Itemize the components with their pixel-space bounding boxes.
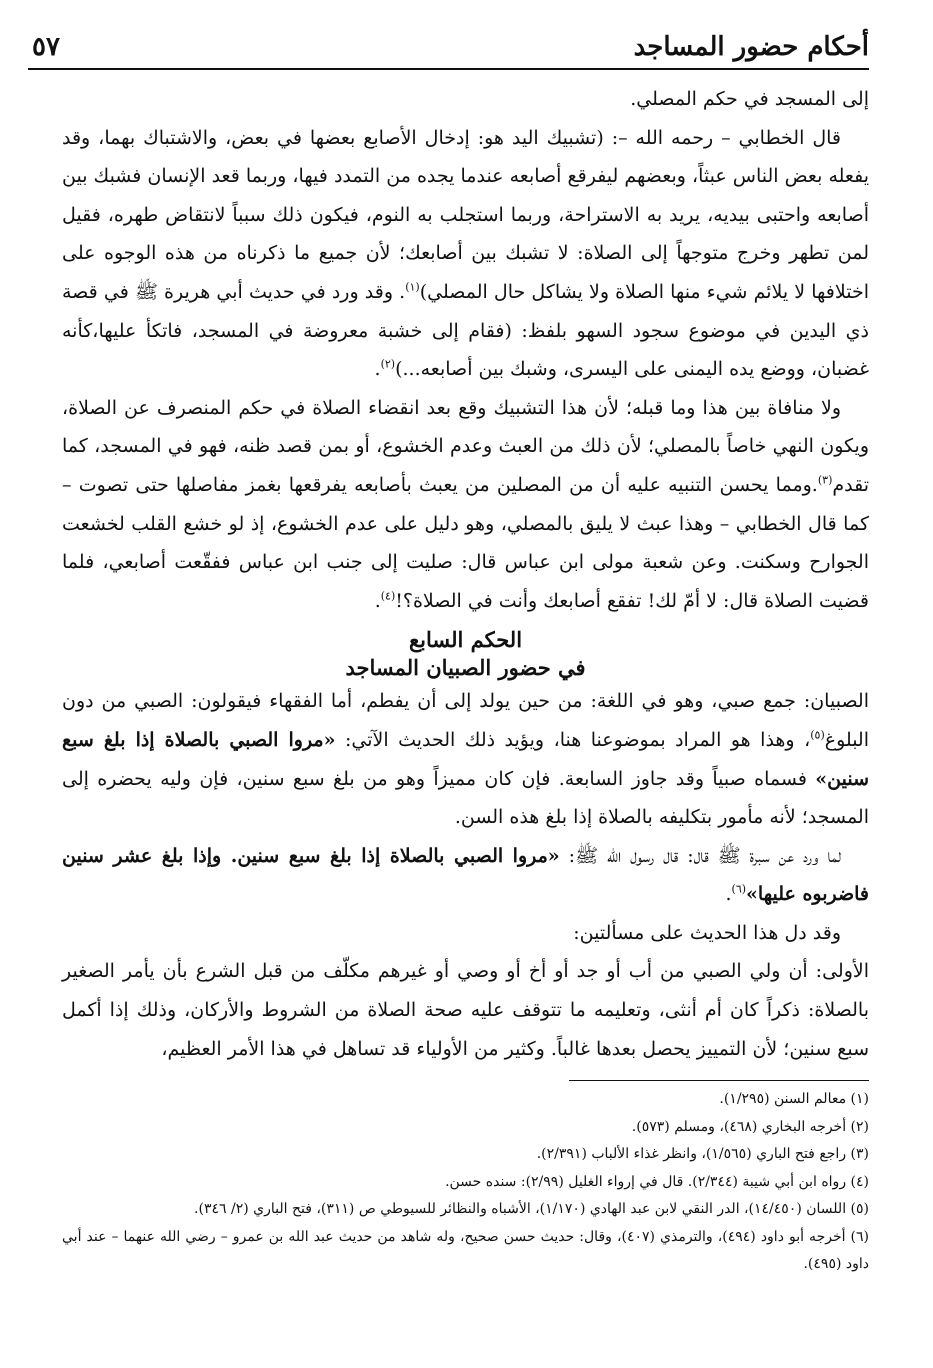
paragraph-text: إلى المسجد في حكم المصلي. [630, 88, 869, 110]
paragraph [62, 682, 869, 836]
header-rule [28, 68, 869, 70]
page-number: ٥٧ [32, 32, 60, 62]
paragraph [62, 389, 869, 621]
paragraph [62, 952, 869, 1068]
paragraph [62, 80, 869, 119]
section-subheading: في حضور الصبيان المساجد [345, 655, 586, 681]
paragraph-text: . [725, 883, 732, 906]
hadith-quote: «مروا الصبي بالصلاة إذا بلغ سبع سنين. وإذا بلغ عشر سنين فاضربوه عليها» [62, 844, 869, 906]
paragraph-text: الصبيان: جمع صبي، وهو في اللغة: من حين يولد إلى أن يفطم، أما الفقهاء فيقولون: الصبي من دون البلوغ [62, 690, 869, 751]
paragraph-text: .ومما يحسن التنبيه عليه أن من المصلين من يعبث بأصابعه يفرقعها بغمز مفاصلها حتى تصوت – كما قال الخطابي – وهذا عبث لا يليق بالمصلي، وهو دليل على عدم الخشوع، إذ لو خشع القلب لخشعت الجوارح وسكنت. وعن شعبة مولى ابن عباس قال: صليت إلى جنب ابن عباس ففقّعت أصابعي، فلما قضيت الصلاة قال: لا أمّ لك! تفقع أصابعك وأنت في الصلاة؟! [62, 473, 869, 612]
footnote-ref: (٢) [380, 357, 396, 371]
footnote: (٥) اللسان (١٤/٤٥٠)، الدر النقي لابن عبد الهادي (١/١٧٠)، الأشباه والنظائر للسيوطي ص (٣١١)، فتح الباري (٢/ ٣٤٦). [194, 1201, 869, 1217]
footnote-ref: (٦) [731, 882, 747, 896]
footnote: (٤) رواه ابن أبي شيبة (٢/٣٤٤). قال في إرواء الغليل (٢/٩٩): سنده حسن. [445, 1173, 869, 1190]
running-title: أحكام حضور المساجد [633, 32, 869, 62]
paragraph-text: قال الخطابي – رحمه الله –: (تشبيك اليد هو: إدخال الأصابع بعضها في بعض، والاشتباك بهما، وقد يفعله بعض الناس عبثاً، وبعضهم ليفرقع أصابعه عندما يجده من التمدد فيها، وربما قعد الإنسان فشبك بين أصابعه واحتبى بيديه، يريد به الاستراحة، وربما استجلب به النوم، فيكون ذلك سبباً لانتقاض طهره، فقيل لمن تطهر وخرج متوجهاً إلى الصلاة: لا تشبك بين أصابعك؛ لأن جميع ما ذكرناه من هذه الوجوه على اختلافها لا يلائم شيء منها الصلاة ولا يشاكل حال المصلي) [62, 126, 869, 303]
paragraph-text: . وقد ورد في حديث أبي هريرة ﷺ في قصة ذي اليدين في موضوع سجود السهو بلفظ: (فقام إلى خشبة معروضة في المسجد، فاتكأ عليها،كأنه غضبان، ووضع يده اليمنى على اليسرى، وشبك بين أصابعه...) [62, 280, 869, 381]
paragraph-text: وقد دل هذا الحديث على مسألتين: [573, 921, 841, 944]
footnote-ref: (١) [405, 280, 420, 294]
paragraph-text: الأولى: أن ولي الصبي من أب أو جد أو أخ أو وصي أو غيرهم مكلّف من قبل الشرع بأن يأمر الصغير بالصلاة: ذكراً كان أم أنثى، وتعليمه ما تتوقف عليه صحة الصلاة من الشروط والأركان، وذلك إذا أكمل سبع سنين؛ لأن التمييز يحصل بعدها غالباً. وكثير من الأولياء قد تساهل في هذا الأمر العظيم، [62, 960, 869, 1060]
page-header [28, 28, 869, 68]
paragraph-text: لما ورد عن سبرة ﷺ قال: قال رسول الله ﷺ: [559, 844, 841, 867]
footnote: (٦) أخرجه أبو داود (٤٩٤)، والترمذي (٤٠٧)، وقال: حديث حسن صحيح، وله شاهد من حديث عبد الله بن عمرو – رضي الله عنهما – عند أبي داود (٤٩٥). [62, 1228, 870, 1272]
footnote-ref: (٥) [810, 728, 825, 742]
footnotes [62, 1086, 869, 1279]
footnote-ref: (٤) [380, 589, 396, 603]
paragraph-text: . [374, 589, 381, 612]
footnote-separator [569, 1080, 869, 1081]
paragraph [62, 837, 869, 914]
paragraph-text: فسماه صبياً وقد جاوز السابعة. فإن كان مميزاً وهو من بلغ سبع سنين، فإن وليه يحضره إلى المسجد؛ لأنه مأمور بتكليفه بالصلاة إذا بلغ هذه السن. [62, 767, 869, 829]
paragraph-text: . [374, 358, 381, 381]
footnote-ref: (٣) [817, 473, 833, 487]
main-text [62, 80, 869, 1068]
footnote: (٢) أخرجه البخاري (٤٦٨)، ومسلم (٥٧٣). [631, 1118, 869, 1135]
hadith-quote: «مروا الصبي بالصلاة إذا بلغ سبع سنين» [62, 728, 869, 790]
paragraph [62, 914, 869, 953]
section-heading: الحكم السابع [408, 627, 523, 653]
footnote: (٣) راجع فتح الباري (١/٥٦٥)، وانظر غذاء الألباب (٢/٣٩١). [536, 1146, 869, 1162]
paragraph-text: ، وهذا هو المراد بموضوعنا هنا، ويؤيد ذلك الحديث الآتي: [335, 728, 811, 751]
paragraph-text: ولا منافاة بين هذا وما قبله؛ لأن هذا التشبيك وقع بعد انقضاء الصلاة في حكم المنصرف عن الصلاة، ويكون النهي خاصاً بالمصلي؛ لأن ذلك من العبث وعدم الخشوع، أو بمن قصد ظنه، فهو في المسجد، كما تقدم [62, 396, 869, 496]
paragraph [62, 119, 869, 389]
footnote: (١) معالم السنن (١/٢٩٥). [719, 1091, 869, 1107]
